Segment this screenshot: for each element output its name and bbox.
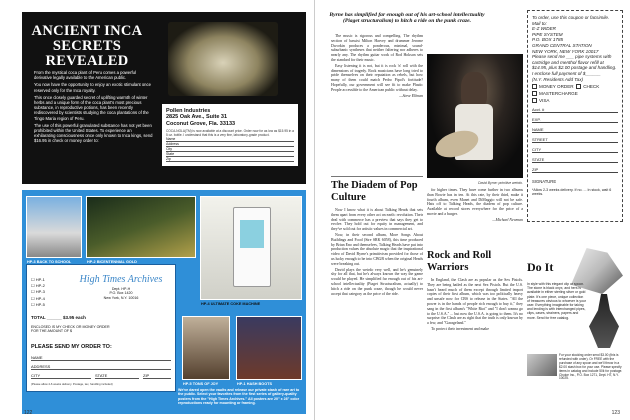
article-paragraph: for higher times. They have come further in two albums than Bowie has in ten. At this rate, by their third, make it fourth album, even Manet and DiMaggio will not be safe. Hats off to Talking Heads, the diadem of pop culture. Available at record stores everywhere for the price of a movie and a burger. xyxy=(427,188,523,216)
section-divider xyxy=(331,176,423,177)
coupon-field-name[interactable]: Name xyxy=(166,137,294,142)
do-it-ad xyxy=(527,248,623,408)
order-price: $3.95 each xyxy=(63,315,86,320)
coupon-signature[interactable]: SIGNATURE xyxy=(532,179,557,185)
pay-option-row: MONEY ORDER CHECK xyxy=(532,84,618,90)
article-paragraph: The music is rigorous and compelling. The rhythm section of bassist Milton Harvey and drummer Jerome Dworkin produces a ponderous, minimal, sound-suburbanic syntheses that neither faltering nor adheres to nearly any. The rhythm guitar work of Rod Hokson sets the standard for their music. xyxy=(331,34,423,62)
page-number-right: 123 xyxy=(611,410,620,416)
subscription-coupon[interactable] xyxy=(527,10,623,222)
order-please-send: PLEASE SEND MY ORDER TO: xyxy=(31,344,112,350)
kit-image xyxy=(527,354,557,376)
poster-checklist xyxy=(31,277,71,308)
coupon-intro: To order, use this coupon or facsimile. Mail to: xyxy=(532,15,610,26)
pay-option-row: MASTERCHARGE xyxy=(532,91,618,97)
poster-caption: HP-3 BACK TO SCHOOL xyxy=(27,260,72,264)
poster-caption: HP-2 BICENTENNIAL GOLD xyxy=(87,260,137,264)
coke-machine-image xyxy=(233,207,271,287)
article-paragraph: In England, the Clash are as popular as the Sex Pistols. They are being hailed as the next Sex Pistols. But the U.S. hasn't heard much of them except through limited import copies of their first album, which was too politically heavy and unsafe now for CBS to release in the States. "All the power is in the hands of people rich enough to buy it," they sang in the first album's "White Riot" and "I don't wanna go to the U.S.A." ... but now the U.S.A. is going to them. It's no surprise: the Clash are as right that the truth is only known by a few, and "Garageland." xyxy=(427,278,523,326)
poster-hash-boots xyxy=(236,316,302,386)
coupon-fine-print: COCA-NOLA(TM) is now available at a discount price. Order now for as low as $15.95 in a 5 oz. bottle. I understand that this is a very fine, laboratory-grade product. xyxy=(166,129,294,138)
inca-paragraph: The use of this powerful granulated substance has not yet been prohibited within the United States. To experience an exhilarating consciousness once only known to Inca kings, send $16.95 in check or money order to: xyxy=(34,122,153,144)
coupon-field-street[interactable]: STREET xyxy=(532,137,618,143)
poster-checkbox[interactable]: ☐ HP-3 xyxy=(31,289,45,295)
poster-blurb: We've dared open the vaults and release our private stash of rare art to the public. Select your favorites from the first series of gallery-quality posters from the "High Times Archives." All posters are 20" x 28" color reproductions ready for mounting or framing. xyxy=(178,388,300,405)
coupon-note: *Allow 2-3 weeks delivery. If no. ... In stock, wait 6 weeks. xyxy=(532,188,612,197)
mastercharge-checkbox[interactable] xyxy=(532,91,537,96)
check-checkbox[interactable] xyxy=(576,84,581,89)
store-name: High Times Archives xyxy=(79,274,163,285)
coupon-address: E-Z WIDER PIPE SYSTEM P.O. BOX 1785 GRAND CENTRAL STATION NEW YORK, NEW YORK 10017 xyxy=(532,26,599,54)
order-field-zip[interactable]: ZIP xyxy=(143,373,171,379)
poster-checkbox[interactable]: ☐ HP-1 xyxy=(31,277,45,282)
rock-headline: Rock and Roll Warriors xyxy=(427,250,492,273)
coupon-field-state[interactable]: STATE xyxy=(532,157,618,163)
article-paragraph: Now I know what it is about Talking Heads that sets them apart from every other act on earth: revolution. Their deal with commerce has a preview that says they get to evolve. They hold out for equity in management, and they've sold out for artistic values in commercial art. xyxy=(331,208,423,232)
article-column-2b xyxy=(427,278,523,333)
article-signature: —Michael Newman xyxy=(492,217,523,222)
inca-headline: ANCIENT INCA SECRETS REVEALED xyxy=(31,23,143,69)
dancer-figure xyxy=(589,294,619,348)
diadem-headline: The Diadem of Pop Culture xyxy=(331,180,418,203)
inca-paragraph: From the mystical coca plant of Peru comes a powerful derivative legally available to the American public. xyxy=(34,70,136,81)
article-paragraph: Now, in their second album, More Songs About Buildings and Food (Sire SRK 6058), this time produced by Brian Eno and themselves, Talking Heads have put into production values the absolute magic that the inspirational video of David Byrne's primitivism provided for those of us lucky enough to be into CBGB when the original Heads were breaking out. xyxy=(331,232,423,266)
coupon-address-line: Pollen Industries xyxy=(166,108,211,114)
money-order-checkbox[interactable] xyxy=(532,84,537,89)
article-paragraph: David plays the weirdo very well, and he's genuinely shy for all that, but he's always known the way the game would be played. He simplified far enough out of his art-school intellectuality (Piaget Structuralism, actually) to hitch a ride on the punk craze, though he would never accept that category as the price of the ride. xyxy=(331,267,423,296)
article-paragraph: Easy listening it is not, but it is rock 'n' roll with the dimensions of tragedy. Rock musicians have long tried to pride themselves on their reputation as rebels, but how many of them could match Pedro Pipol's fortitude? Hopefully, our government will see fit to make Plastic People accessible to the American public without delay. xyxy=(331,63,423,92)
order-field-address[interactable]: ADDRESS xyxy=(31,364,171,370)
coupon-tax-note: (N.Y. Residents Add Tax) xyxy=(532,76,584,82)
poster-coke-machine xyxy=(200,196,302,306)
poster-checkbox[interactable]: ☐ HP-2 xyxy=(31,283,45,289)
order-footnote: (Please allow 4-6 weeks delivery. Postage, tax, handling included) xyxy=(31,382,113,386)
order-field-city[interactable]: CITY xyxy=(31,373,91,379)
order-field-state[interactable]: STATE xyxy=(95,373,139,379)
inca-statue-image xyxy=(168,22,278,96)
david-byrne-photo xyxy=(427,54,523,178)
poster-checkbox[interactable]: ☐ HP-5 xyxy=(31,301,45,307)
visa-checkbox[interactable] xyxy=(532,98,537,103)
right-page xyxy=(315,0,630,420)
do-it-title: Do It xyxy=(527,260,554,274)
coupon-field-exp[interactable]: EXP. xyxy=(532,117,618,123)
pay-option-row: VISA xyxy=(532,98,618,104)
photo-caption: David Byrne: primitive weirdo. xyxy=(478,181,523,185)
order-total: TOTAL ______ $3.95 each xyxy=(31,315,86,320)
article-signature: —Steve Ellman xyxy=(399,93,423,98)
poster-bicentennial-gold xyxy=(86,196,196,264)
article-column-1 xyxy=(331,34,423,99)
coupon-field-city[interactable]: CITY xyxy=(532,147,618,153)
article-column-2 xyxy=(427,188,523,224)
order-field-name[interactable]: NAME xyxy=(31,355,171,361)
poster-checkbox[interactable]: ☐ HP-4 xyxy=(31,295,45,301)
inca-paragraph: You now have the opportunity to enjoy an exotic stimulant once reserved only for the Inca royalty. xyxy=(34,82,151,93)
poster-back-to-school xyxy=(26,196,82,264)
article-paragraph: To protect their investment and make xyxy=(431,326,489,331)
coupon-field-zip[interactable]: Zip xyxy=(166,157,294,162)
coupon-body: Please send me ___ pipe systems with cartridge and menthol flavor refill at $14.95, plus $2.00 postage and handling. I enclose full payment of $______ xyxy=(532,54,617,76)
do-it-text: In style with this elegant clip or spoon. The stone is black onyx, and hers is available in either sterling silver or gold plate. It's one piece, unique collection of treasures obvious to whoever is your user. Everything imaginable for taking and lending is with interchanged pipes, clips, cases, strainers, papers and more. Send for free catalog. xyxy=(527,282,586,320)
coupon-address-line: 2825 Oak Ave., Suite 31 xyxy=(166,114,228,121)
coupon-field-name[interactable]: NAME xyxy=(532,127,618,133)
poster-order-form[interactable] xyxy=(26,264,176,392)
coupon-field-address[interactable]: Address xyxy=(166,142,294,147)
coupon-field-zip[interactable]: ZIP xyxy=(532,167,618,173)
poster-caption: HP-1 HASH BOOTS xyxy=(237,382,273,386)
page-number-left: 122 xyxy=(24,410,33,416)
coupon-field-state[interactable]: State xyxy=(166,152,294,157)
order-enclosed: ENCLOSED IS MY CHECK OR MONEY ORDER FOR THE AMOUNT OF $ xyxy=(31,325,110,334)
poster-ad xyxy=(22,190,306,414)
coupon-field-city[interactable]: City xyxy=(166,147,294,152)
article-column-1b xyxy=(331,208,423,297)
coupon-field-acct[interactable]: Acct. # xyxy=(532,107,618,113)
inca-body xyxy=(34,70,154,146)
do-it-order-text: For your stocking order send $3.00 (this is refunded with order). Or FREE with the purchase of any spoon and we'll throw in a $2.00 stash box for your use. Please specify items in catalog and include 50¢ for postage. Choice Inc., P.O. Box 1271, Dept. HT, N.Y. 10025. xyxy=(559,353,623,381)
poster-tons-of-joy xyxy=(182,316,230,386)
inca-ad xyxy=(22,12,306,184)
pull-quote: Byrne has simplified far enough out of his art-school intellectuality (Piaget structuralism) to hitch a ride on the punk craze. xyxy=(329,12,485,25)
poster-caption: HP-5 TONS OF JOY xyxy=(183,382,219,386)
coupon-address-line: Coconut Grove, Fla. 33133 xyxy=(166,120,236,127)
store-address: Dept. HP-H P.O. Box 1420 New York, N.Y. 10016 xyxy=(103,287,139,300)
poster-caption: HP-4 ULTIMATE COKE MACHINE xyxy=(201,302,261,306)
inca-coupon[interactable] xyxy=(162,104,298,166)
inca-paragraph: This once closely guarded secret of uplifting warmth of winter herbs and a unique form of the coca plant's most precious substance, in reproductive potions, has been recently rediscovered by scientists studying the coca plantations of the Tingo Maria region of Peru. xyxy=(34,94,149,121)
